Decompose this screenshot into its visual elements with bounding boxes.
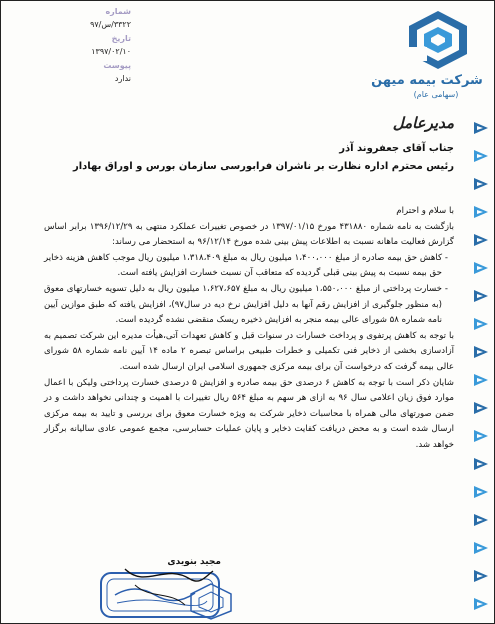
addressee-name: جناب آقای جعفروند آذر (339, 143, 454, 154)
triangle-icon (472, 371, 490, 389)
triangle-icon (472, 427, 490, 445)
paragraph-2: با توجه به کاهش پرتفوی و پرداخت خسارات در سنوات قبل و کاهش تعهدات آتی،هیأت مدیره این شرکت تصمیم به آزادسازی بخشی از ذخایر فنی تکمیلی و خطرات طبیعی براساس تبصره ۲ ماده ۱۴ آیین نامه شماره ۵۸ شورای عالی بیمه گرفت که درخواست آن برای بیمه مرکزی جمهوری اسلامی ایران ارسال شده است. (44, 330, 454, 372)
triangle-icon (472, 483, 490, 501)
attachment-row (11, 61, 131, 74)
triangle-icon (472, 287, 490, 305)
attachment-value-row (11, 74, 131, 88)
number-label: شماره (105, 7, 131, 16)
paragraph-1: بازگشت به نامه شماره ۴۳۱۸۸۰ مورخ ۱۳۹۷/۰۱/۱۵ در خصوص تغییرات عملکرد منتهی به ۱۳۹۶/۱۲/۲۹ برابر اساس گزارش فعالیت ماهانه نسبت به اطلاعات پیش بینی شده مورخ ۹۶/۱۲/۱۴ به استحضار می رساند: (44, 221, 454, 248)
attachment-value: ندارد (114, 74, 131, 83)
letter-body (44, 204, 454, 454)
triangle-icon (472, 315, 490, 333)
company-logo (366, 9, 486, 99)
triangle-icon (472, 231, 490, 249)
number-value-row (11, 20, 131, 34)
triangle-icon (472, 203, 490, 221)
attachment-label: پیوست (103, 61, 131, 70)
triangle-icon (472, 399, 490, 417)
number-value: ۳۳۲۲/س/۹۷ (90, 20, 131, 29)
greeting: با سلام و احترام (396, 206, 454, 216)
triangle-icon (472, 539, 490, 557)
triangle-icon (472, 343, 490, 361)
addressee-role: رئیس محترم اداره نظارت بر ناشران فرابورسی سازمان بورس و اوراق بهادار (72, 161, 454, 172)
company-logo-icon (405, 9, 471, 71)
date-value-row (11, 47, 131, 61)
triangle-icon (472, 147, 490, 165)
bullet-1: - کاهش حق بیمه صادره از مبلغ ۱،۴۰۰،۰۰۰ میلیون ریال به مبلغ ۱،۳۱۸،۴۰۹ میلیون ریال موجب کاهش هزینه ذخایر حق بیمه نسبت به پیش بینی قبلی گردیده که متعاقب آن نسبت خسارت افزایش یافته است. (44, 252, 448, 279)
date-label: تاریخ (111, 34, 131, 43)
triangle-icon (472, 455, 490, 473)
date-row (11, 34, 131, 47)
bullet-2: - خسارت پرداختی از مبلغ ۱،۵۵۰،۰۰۰ میلیون ریال به مبلغ ۱،۶۲۷،۶۵۷ میلیون ریال به دلیل تسویه خسارتهای معوق (به منظور جلوگیری از افزایش رقم آنها به دلیل افزایش نرخ دیه در سال۹۷)، افزایش یافته که طبق موازین آیین نامه شماره ۵۸ شورای عالی بیمه منجر به افزایش ذخیره ریسک منقضی نشده گردیده است. (44, 283, 448, 326)
signatory-name: مجید بنویدی (167, 557, 221, 567)
date-value: ۱۳۹۷/۰۲/۱۰ (91, 47, 131, 56)
signature-block (91, 557, 221, 567)
triangle-icon (472, 119, 490, 137)
paragraph-3: شایان ذکر است با توجه به کاهش ۶ درصدی حق بیمه صادره و افزایش ۵ درصدی خسارت پرداختی ولیکن با اعمال موارد فوق زیان اعلامی سال ۹۶ به ازای هر سهم به مبلغ ۵۶۴ ریال تغییرات با اهمیت و چندانی نخواهد داشت و در ضمن صورتهای مالی همراه با محاسبات ذخایر شرکت به ویژه خسارت معوق برای بررسی و تایید به بیمه مرکزی ارسال شده است و به محض دریافت کفایت ذخایر و پایان عملیات حسابرسی، مجمع عمومی عادی سالیانه برگزار خواهد شد. (44, 377, 454, 450)
company-name: شرکت بیمه میهن (371, 73, 483, 88)
bullet-1-text: کاهش حق بیمه صادره از مبلغ ۱،۴۰۰،۰۰۰ میلیون ریال به مبلغ ۱،۳۱۸،۴۰۹ میلیون ریال موجب کاهش هزینه ذخایر حق بیمه نسبت به پیش بینی قبلی گردیده که متعاقب آن نسبت خسارت افزایش یافته است. (44, 252, 443, 279)
secondary-stamp-icon (186, 581, 236, 621)
triangle-icon (472, 175, 490, 193)
letter-metadata (11, 7, 131, 88)
company-type: (سهامی عام) (413, 90, 459, 99)
salutation-title: مدیرعامل (392, 114, 454, 132)
bullet-2-text: خسارت پرداختی از مبلغ ۱،۵۵۰،۰۰۰ میلیون ریال به مبلغ ۱،۶۲۷،۶۵۷ میلیون ریال به دلیل تسویه خسارتهای معوق (به منظور جلوگیری از افزایش رقم آنها به دلیل افزایش نرخ دیه در سال۹۷)، افزایش یافته که طبق موازین آیین نامه شماره ۵۸ شورای عالی بیمه منجر به افزایش ذخیره ریسک منقضی نشده گردیده است. (44, 283, 442, 326)
triangle-icon (472, 259, 490, 277)
triangle-icon (472, 511, 490, 529)
triangle-icon (472, 595, 490, 613)
triangle-icon (472, 567, 490, 585)
